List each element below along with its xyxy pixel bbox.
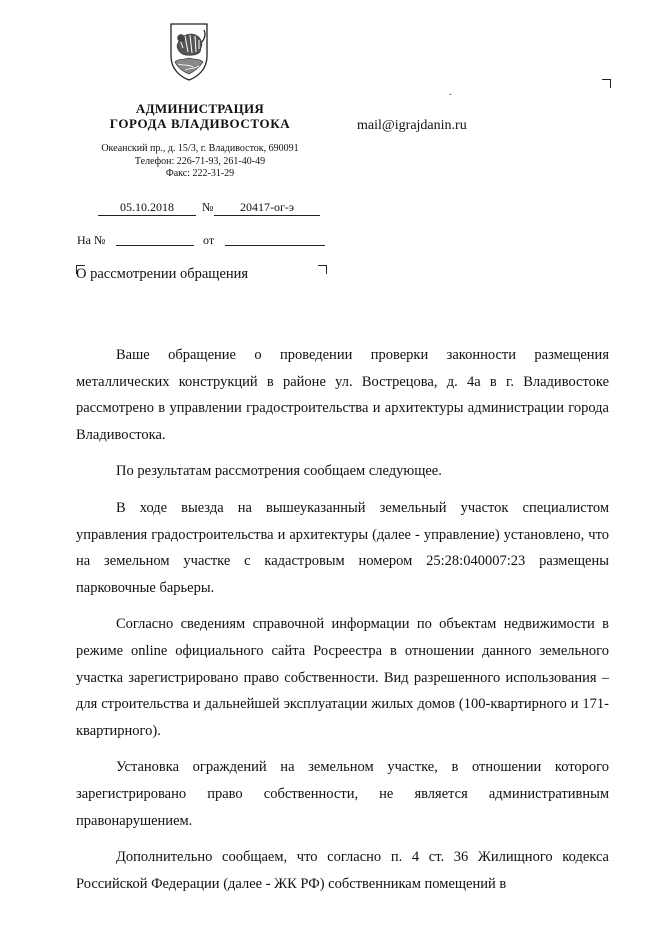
reference-number-blank [116,233,194,246]
letter-date: 05.10.2018 [98,200,196,216]
body-paragraph: Ваше обращение о проведении проверки законности размещения металлических конструкций в районе ул. Вострецова, д. 4а в г. Владивостоке рассмотрено в управлении градостроительства и архитектуры администрации города Владивостока. [76,347,609,443]
stray-dot: . [449,87,452,98]
reference-number-label: На № [77,233,106,247]
body-paragraph: Установка ограждений на земельном участке, в отношении которого зарегистрировано право собственности, не является административным правонарушением. [76,759,609,829]
org-address: Океанский пр., д. 15/3, г. Владивосток, 690091 [101,143,299,154]
org-phone: Телефон: 226-71-93, 261-40-49 [134,156,266,167]
body-paragraph: По результатам рассмотрения сообщаем следующее. [116,463,442,480]
org-name-line2: ГОРОДА ВЛАДИВОСТОКА [109,116,291,131]
vladivostok-coat-of-arms-icon [169,22,209,82]
body-paragraph: Дополнительно сообщаем, что согласно п. 4 ст. 36 Жилищного кодекса Российской Федерации (далее - ЖК РФ) собственникам помещений в [76,849,609,892]
corner-mark-subject-right [318,265,327,274]
recipient-email: mail@igrajdanin.ru [357,118,467,133]
reference-date-label: от [203,233,215,247]
reference-date-blank [225,233,325,246]
body-paragraph: Согласно сведениям справочной информации по объектам недвижимости в режиме online официального сайта Росреестра в отношении данного земельного участка зарегистрировано право собственности. Вид разрешенного использования – для строительства и дальнейшей эксплуатации жилых домов (100-квартирного и 171-квартирного). [76,616,609,739]
letter-number: 20417-ог-э [214,200,320,216]
corner-mark-top-right [602,79,611,88]
letter-body [76,342,609,907]
letter-subject: О рассмотрении обращения [76,266,249,282]
org-name-line1: АДМИНИСТРАЦИЯ [135,101,265,116]
body-paragraph: В ходе выезда на вышеуказанный земельный участок специалистом управления градостроительства и архитектуры (далее - управление) установлено, что на земельном участке с кадастровым номером 25:28:040007:23 размещены парковочные барьеры. [76,499,609,596]
number-sign: № [202,200,214,214]
org-fax: Факс: 222-31-29 [165,168,235,179]
